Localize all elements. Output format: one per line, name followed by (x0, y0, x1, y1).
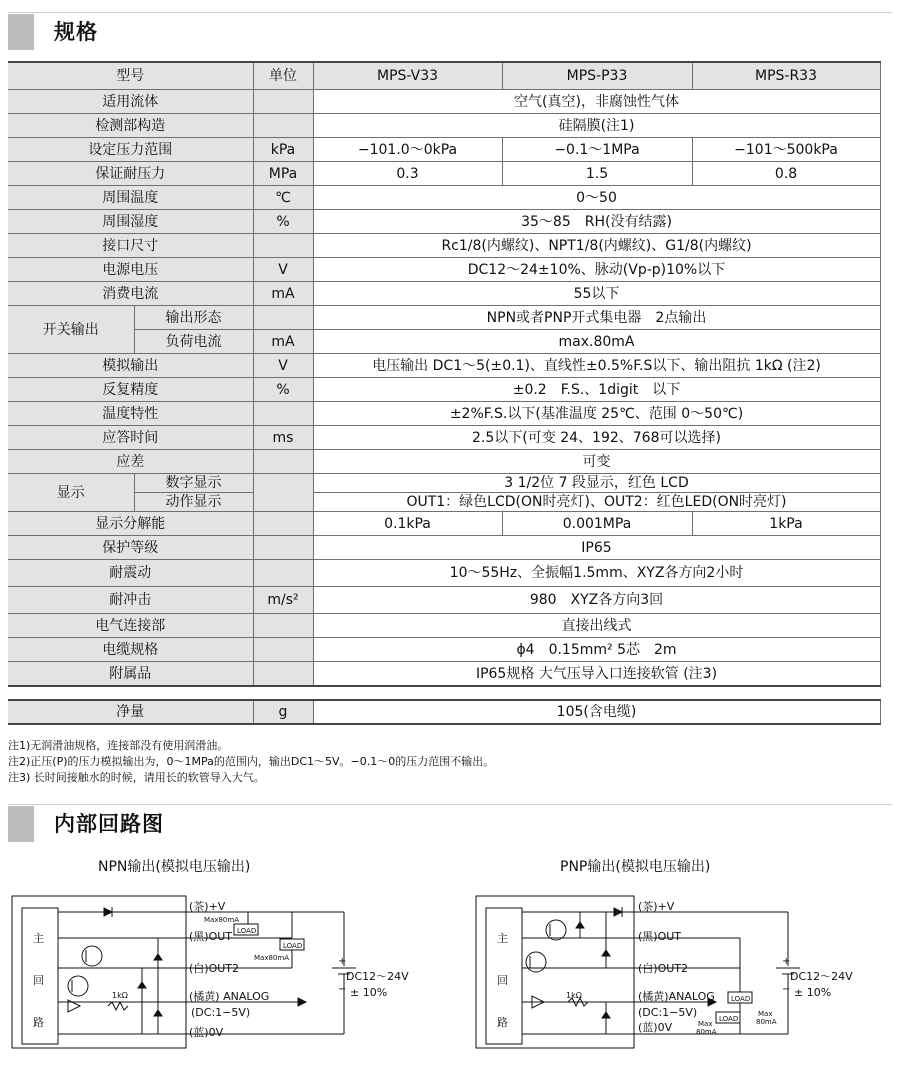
row-unit (253, 638, 313, 662)
npn-main-char-2: 回 (33, 974, 44, 987)
section-rule (8, 12, 892, 13)
pnp-max-b: Max (698, 1020, 713, 1028)
row-label: 净量 (8, 700, 253, 724)
circuit-section-title: 内部回路图 (54, 812, 164, 836)
row-label: 消费电流 (8, 282, 253, 306)
row-unit (253, 560, 313, 587)
table-row (8, 560, 880, 587)
row-unit (253, 474, 313, 512)
row-value: ϕ4 0.15mm² 5芯 2m (313, 638, 880, 662)
row-value: OUT1：绿色LCD(ON时亮灯)、OUT2：红色LED(ON时亮灯) (313, 493, 880, 512)
table-row (8, 354, 880, 378)
npn-minus-sign: − (338, 984, 347, 995)
table-row (8, 234, 880, 258)
spec-section-title: 规格 (54, 20, 98, 44)
row-unit (253, 614, 313, 638)
row-label: 电源电压 (8, 258, 253, 282)
section-marker (8, 806, 34, 842)
table-row (8, 90, 880, 114)
row-unit (253, 402, 313, 426)
table-row (8, 210, 880, 234)
row-sublabel: 负荷电流 (134, 330, 253, 354)
row-value: 2.5以下(可变 24、192、768可以选择) (313, 426, 880, 450)
row-label: 耐冲击 (8, 587, 253, 614)
npn-plus-sign: + (338, 956, 347, 967)
table-row (8, 306, 880, 330)
npn-zener-2-icon (138, 982, 146, 988)
row-label: 周围温度 (8, 186, 253, 210)
npn-wire-out2: (白)OUT2 (189, 962, 240, 975)
pnp-wire-out2: (白)OUT2 (638, 962, 689, 975)
circuit-section-header (8, 804, 892, 844)
row-unit: kPa (253, 138, 313, 162)
row-label: 周围湿度 (8, 210, 253, 234)
row-value: 空气(真空)，非腐蚀性气体 (313, 90, 880, 114)
npn-wire-analog: (橘黄) ANALOG (189, 990, 270, 1003)
row-label: 显示分解能 (8, 512, 253, 536)
row-value: 0～50 (313, 186, 880, 210)
spec-table (8, 61, 881, 725)
npn-circuit-diagram (8, 888, 428, 1068)
row-unit: MPa (253, 162, 313, 186)
row-sublabel: 数字显示 (134, 474, 253, 493)
row-unit (253, 306, 313, 330)
pnp-max-b2: 80mA (696, 1028, 717, 1036)
pnp-transistor-2-icon (526, 952, 546, 972)
table-row (8, 474, 880, 493)
row-value: NPN或者PNP开式集电器 2点输出 (313, 306, 880, 330)
table-row (8, 378, 880, 402)
row-label: 应差 (8, 450, 253, 474)
table-row (8, 493, 880, 512)
table-row (8, 638, 880, 662)
pnp-resistor-label: 1kΩ (566, 991, 582, 1000)
row-value-p33: 0.001MPa (502, 512, 692, 536)
npn-supply-voltage: DC12～24V (346, 970, 409, 983)
row-value: 35～85 RH(没有结露) (313, 210, 880, 234)
pnp-wire-analog: (橘黄)ANALOG (638, 990, 715, 1003)
row-value: DC12～24±10%、脉动(Vp-p)10%以下 (313, 258, 880, 282)
row-unit: g (253, 700, 313, 724)
group-label-display: 显示 (8, 474, 134, 512)
table-gap (8, 686, 880, 700)
row-value: 电压输出 DC1～5(±0.1)、直线性±0.5%F.S以下、输出阻抗 1kΩ (注2) (313, 354, 880, 378)
note-3: 注3) 长时间接触水的时候，请用长的软管导入大气。 (8, 771, 265, 784)
npn-wire-plus-v: (茶)+V (189, 900, 226, 913)
row-unit (253, 450, 313, 474)
row-unit: ms (253, 426, 313, 450)
npn-max-label-2: Max80mA (254, 954, 289, 962)
table-row-net-weight (8, 700, 880, 724)
table-row (8, 614, 880, 638)
pnp-transistor-1-icon (546, 920, 566, 940)
table-row (8, 330, 880, 354)
npn-load-1-label: LOAD (237, 927, 257, 935)
pnp-supply-tolerance: ± 10% (794, 986, 832, 999)
pnp-plus-sign: + (782, 956, 791, 967)
row-value-p33: −0.1～1MPa (502, 138, 692, 162)
npn-resistor-icon (108, 1002, 128, 1010)
table-header-row (8, 62, 880, 90)
npn-zener-1-icon (154, 954, 162, 960)
row-value: 可变 (313, 450, 880, 474)
row-label: 保护等级 (8, 536, 253, 560)
npn-wire-dc-range: (DC:1−5V) (191, 1006, 251, 1019)
row-unit (253, 512, 313, 536)
row-label: 适用流体 (8, 90, 253, 114)
pnp-zener-2-icon (602, 950, 610, 956)
table-row (8, 450, 880, 474)
row-label: 附属品 (8, 662, 253, 687)
row-value: 980 XYZ各方向3回 (313, 587, 880, 614)
row-value-r33: −101～500kPa (692, 138, 880, 162)
pnp-supply-voltage: DC12～24V (790, 970, 853, 983)
notes (8, 738, 494, 786)
note-1: 注1)无润滑油规格，连接部没有使用润滑油。 (8, 739, 229, 752)
row-label: 保证耐压力 (8, 162, 253, 186)
pnp-zener-1-icon (576, 922, 584, 928)
row-unit (253, 114, 313, 138)
section-marker (8, 14, 34, 50)
row-label: 耐震动 (8, 560, 253, 587)
pnp-max-a2: 80mA (756, 1018, 777, 1026)
row-unit (253, 90, 313, 114)
spec-section-header (8, 12, 892, 52)
row-value: IP65规格 大气压导入口连接软管 (注3) (313, 662, 880, 687)
table-row (8, 186, 880, 210)
pnp-minus-sign: − (782, 984, 791, 995)
row-value: 55以下 (313, 282, 880, 306)
pnp-max-a: Max (758, 1010, 773, 1018)
header-model: 型号 (8, 62, 253, 90)
npn-transistor-1-icon (82, 946, 102, 966)
row-unit: mA (253, 282, 313, 306)
table-row (8, 138, 880, 162)
npn-max-label-1: Max80mA (204, 916, 239, 924)
table-row (8, 662, 880, 687)
row-value: ±0.2 F.S.、1digit 以下 (313, 378, 880, 402)
npn-supply-tolerance: ± 10% (350, 986, 388, 999)
table-row (8, 402, 880, 426)
row-unit (253, 234, 313, 258)
npn-zener-3-icon (154, 1010, 162, 1016)
row-value-p33: 1.5 (502, 162, 692, 186)
pnp-diode-icon (614, 908, 622, 916)
row-value: ±2%F.S.以下(基准温度 25℃、范围 0～50℃) (313, 402, 880, 426)
pnp-wire-out: (黑)OUT (638, 930, 682, 943)
npn-transistor-2-icon (68, 976, 88, 996)
note-2: 注2)正压(P)的压力模拟输出为，0～1MPa的范围内，输出DC1～5V。−0.1～0的压力范围不输出。 (8, 755, 495, 768)
row-value-r33: 1kPa (692, 512, 880, 536)
table-row (8, 426, 880, 450)
npn-diode-icon (104, 908, 112, 916)
row-label: 检测部构造 (8, 114, 253, 138)
npn-diagram-title: NPN输出(模拟电压输出) (98, 859, 251, 875)
row-value-v33: −101.0～0kPa (313, 138, 502, 162)
row-label: 应答时间 (8, 426, 253, 450)
pnp-load-1-label: LOAD (731, 995, 751, 1003)
row-unit: V (253, 258, 313, 282)
row-unit: ℃ (253, 186, 313, 210)
row-label: 电缆规格 (8, 638, 253, 662)
row-value-r33: 0.8 (692, 162, 880, 186)
header-mps-r33: MPS-R33 (692, 62, 880, 90)
row-label: 模拟输出 (8, 354, 253, 378)
header-mps-v33: MPS-V33 (313, 62, 502, 90)
table-row (8, 258, 880, 282)
npn-main-char-3: 路 (33, 1016, 44, 1029)
pnp-wire-0v: (蓝)0V (638, 1021, 673, 1034)
header-mps-p33: MPS-P33 (502, 62, 692, 90)
table-row (8, 162, 880, 186)
row-unit: V (253, 354, 313, 378)
npn-main-char-1: 主 (33, 932, 44, 945)
pnp-main-char-2: 回 (497, 974, 508, 987)
row-unit (253, 662, 313, 687)
row-label: 设定压力范围 (8, 138, 253, 162)
row-label: 电气连接部 (8, 614, 253, 638)
row-label: 温度特性 (8, 402, 253, 426)
row-unit (253, 536, 313, 560)
npn-wire-0v: (蓝)0V (189, 1026, 224, 1039)
row-value: 105(含电缆) (313, 700, 880, 724)
pnp-main-char-3: 路 (497, 1016, 508, 1029)
npn-load-2-label: LOAD (283, 942, 303, 950)
pnp-circuit-diagram (472, 888, 892, 1068)
row-value: 10～55Hz、全振幅1.5mm、XYZ各方向2小时 (313, 560, 880, 587)
row-value: Rc1/8(内螺纹)、NPT1/8(内螺纹)、G1/8(内螺纹) (313, 234, 880, 258)
row-value-v33: 0.1kPa (313, 512, 502, 536)
table-row (8, 282, 880, 306)
row-label: 接口尺寸 (8, 234, 253, 258)
row-label: 反复精度 (8, 378, 253, 402)
pnp-diagram-title: PNP输出(模拟电压输出) (560, 859, 711, 875)
pnp-main-char-1: 主 (497, 932, 508, 945)
row-value: 直接出线式 (313, 614, 880, 638)
pnp-wire-dc-range: (DC:1−5V) (638, 1006, 698, 1019)
table-row (8, 512, 880, 536)
pnp-wire-plus-v: (茶)+V (638, 900, 675, 913)
row-value: max.80mA (313, 330, 880, 354)
row-value-v33: 0.3 (313, 162, 502, 186)
section-rule (8, 804, 892, 805)
row-unit: % (253, 210, 313, 234)
row-unit: % (253, 378, 313, 402)
row-value: IP65 (313, 536, 880, 560)
table-row (8, 587, 880, 614)
row-unit: m/s² (253, 587, 313, 614)
table-row (8, 114, 880, 138)
row-sublabel: 输出形态 (134, 306, 253, 330)
npn-resistor-label: 1kΩ (112, 991, 128, 1000)
header-unit: 单位 (253, 62, 313, 90)
pnp-load-2-label: LOAD (719, 1015, 739, 1023)
row-unit: mA (253, 330, 313, 354)
row-sublabel: 动作显示 (134, 493, 253, 512)
row-value: 硅隔膜(注1) (313, 114, 880, 138)
table-row (8, 536, 880, 560)
row-value: 3 1/2位 7 段显示，红色 LCD (313, 474, 880, 493)
group-label-switch-output: 开关输出 (8, 306, 134, 354)
npn-wire-out: (黑)OUT (189, 930, 233, 943)
